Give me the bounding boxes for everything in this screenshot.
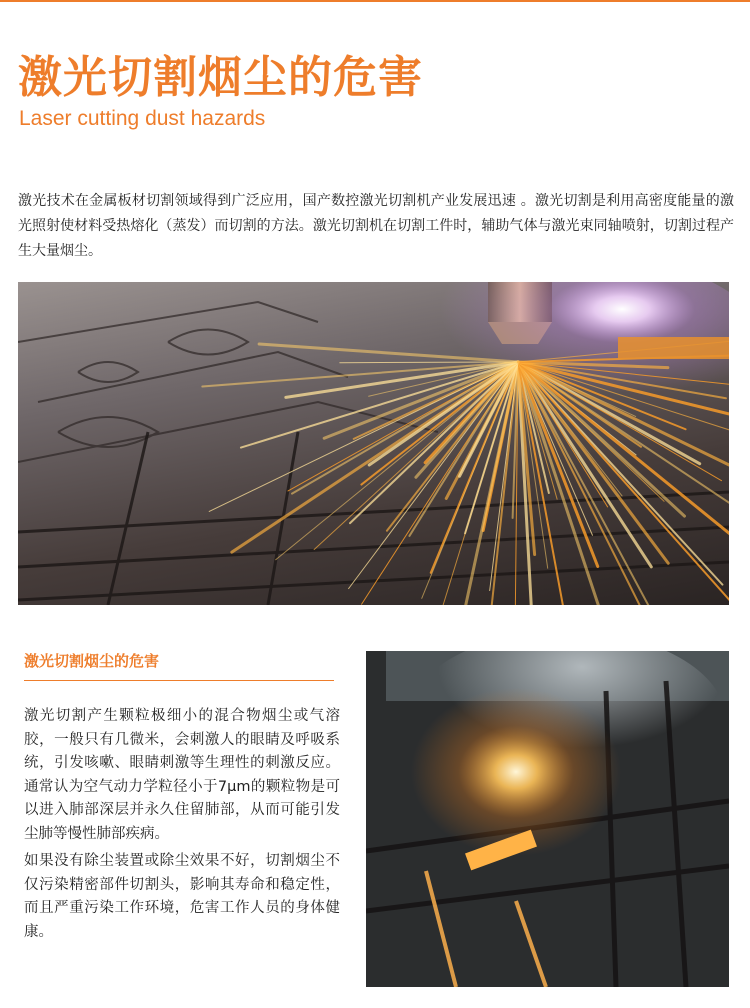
laser-cutting-sparks-photo <box>18 282 729 605</box>
hazard-paragraph-1: 激光切割产生颗粒极细小的混合物烟尘或气溶胶，一般只有几微米，会刺激人的眼睛及呼吸系统，引发咳嗽、眼睛刺激等生理性的刺激反应。通常认为空气动力学粒径小于7μm的颗粒物是可以进入肺部深层并永久住留肺部，从而可能引发尘肺等慢性肺部疾病。 <box>24 708 340 842</box>
section-divider <box>24 680 334 681</box>
hazard-paragraph-2: 如果没有除尘装置或除尘效果不好，切割烟尘不仅污染精密部件切割头，影响其寿命和稳定性，而且严重污染工作环境，危害工作人员的身体健康。 <box>24 853 340 940</box>
section-heading: 激光切割烟尘的危害 <box>24 652 160 670</box>
top-accent-rule <box>0 0 750 2</box>
page-subtitle-english: Laser cutting dust hazards <box>19 107 266 130</box>
page-title: 激光切割烟尘的危害 <box>18 52 423 103</box>
intro-paragraph: 激光技术在金属板材切割领域得到广泛应用，国产数控激光切割机产业发展迅速 。激光切割是利用高密度能量的激光照射使材料受热熔化（蒸发）而切割的方法。激光切割机在切割工件时，辅助气体与激光束同轴喷射，切割过程产生大量烟尘。 <box>18 193 734 259</box>
laser-cutting-smoke-photo <box>366 651 729 987</box>
